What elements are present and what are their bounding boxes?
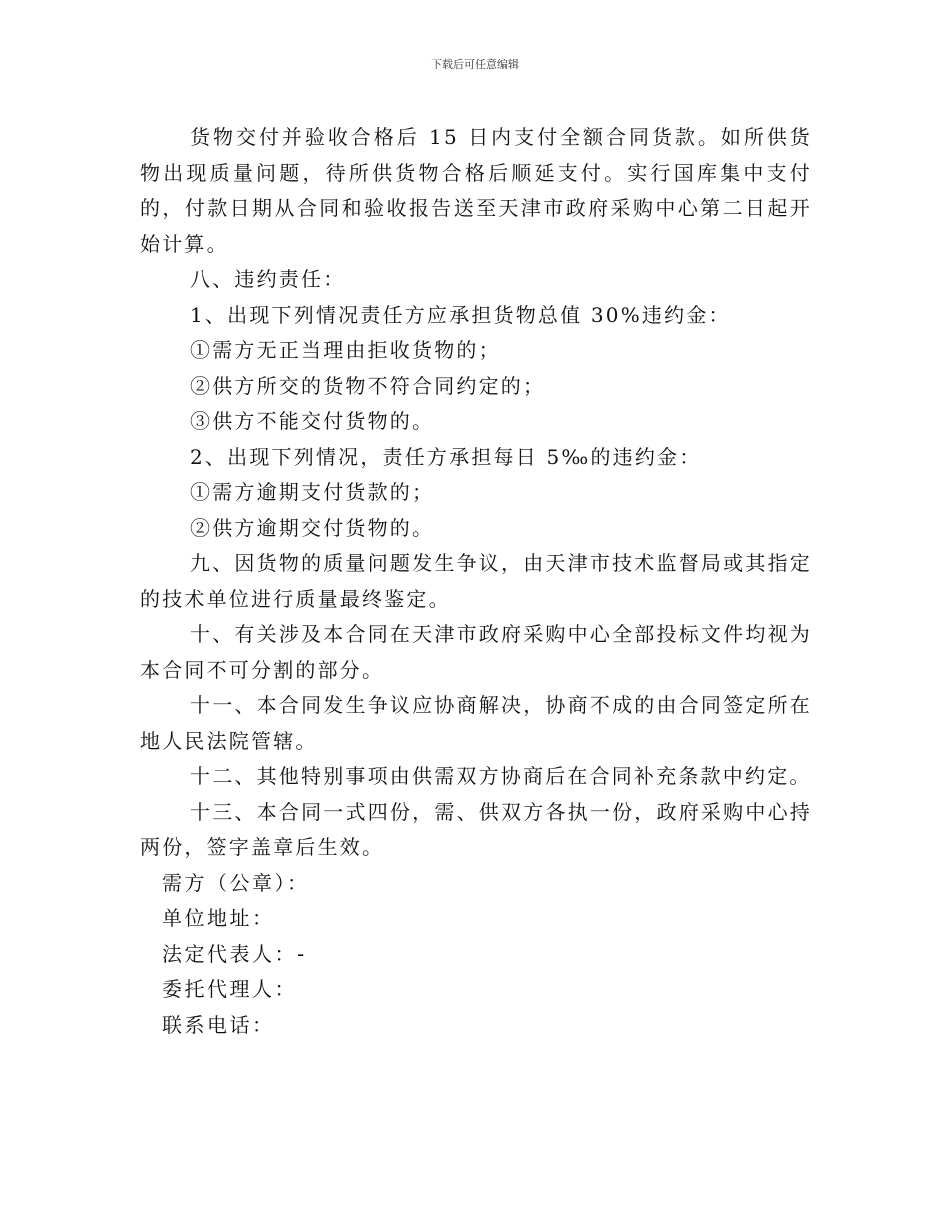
buyer-seal-label: 需方（公章）：	[162, 870, 310, 895]
clause-8-2: 2、出现下列情况，责任方承担每日 5‰的违约金：	[190, 444, 702, 469]
section-13-paragraph: 十三、本合同一式四份，需、供双方各执一份，政府采购中心持两份，签字盖章后生效。	[140, 799, 812, 859]
section-12-paragraph: 十二、其他特别事项由供需双方协商后在合同补充条款中约定。	[190, 764, 812, 788]
clause-8-1: 1、出现下列情况责任方应承担货物总值 30%违约金：	[190, 302, 731, 327]
clause-8-1-item-1: ①需方无正当理由拒收货物的；	[190, 338, 501, 362]
section-10-paragraph: 十、有关涉及本合同在天津市政府采购中心全部投标文件均视为本合同不可分割的部分。	[140, 622, 812, 682]
clause-8-2-item-1: ①需方逾期支付货款的；	[190, 480, 435, 504]
contract-body	[140, 120, 812, 1043]
phone-label: 联系电话：	[162, 1012, 275, 1037]
section-9-paragraph: 九、因货物的质量问题发生争议，由天津市技术监督局或其指定的技术单位进行质量最终鉴定。	[140, 551, 812, 611]
section-11-paragraph: 十一、本合同发生争议应协商解决，协商不成的由合同签定所在地人民法院管辖。	[140, 693, 812, 753]
clause-8-1-item-2: ②供方所交的货物不符合同约定的；	[190, 373, 546, 398]
address-label: 单位地址：	[162, 906, 275, 930]
section-8-heading: 八、违约责任：	[190, 267, 346, 291]
page-header: 下载后可任意编辑	[431, 58, 519, 71]
clause-8-2-item-2: ②供方逾期交付货物的。	[190, 515, 435, 540]
clause-8-1-item-3: ③供方不能交付货物的。	[190, 409, 435, 433]
authorized-agent-label: 委托代理人：	[162, 977, 297, 1001]
payment-terms-paragraph: 货物交付并验收合格后 15 日内支付全额合同货款。如所供货物出现质量问题，待所供货物合格后顺延支付。实行国库集中支付的，付款日期从合同和验收报告送至天津市政府采购中心第二日起开始计算。	[140, 125, 812, 256]
legal-representative-label: 法定代表人：-	[162, 941, 307, 966]
